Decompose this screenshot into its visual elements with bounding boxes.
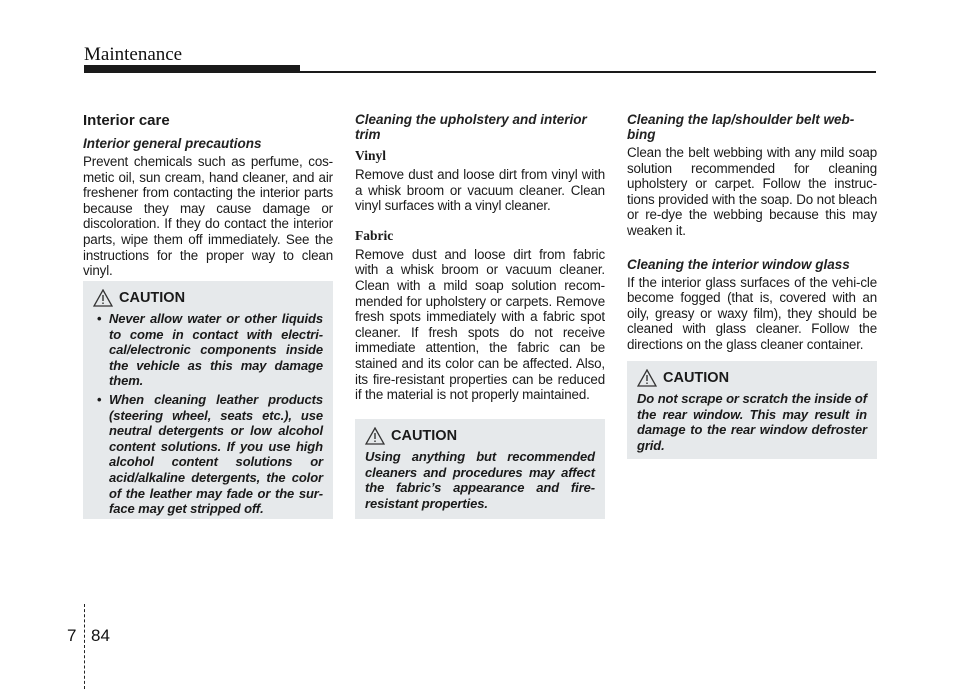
warning-triangle-icon [365,427,385,445]
page-number: 84 [91,626,110,645]
caution-list [93,311,323,517]
subheading-window-glass: Cleaning the interior window glass [627,256,850,272]
caution-box-liquids-leather [83,281,333,519]
warning-triangle-icon [637,369,657,387]
header-rule [300,71,876,73]
column-2 [355,112,605,403]
paragraph-general-precautions: Prevent chemicals such as perfume, cos-metic oil, sun cream, hand cleaner, and air freshener from contacting the interior parts because they may cause damage or discoloration. If they do contact the interior parts, wipe them off immediately. See the instructions for the proper way to clean vinyl. [83,154,333,279]
paragraph-belt-webbing: Clean the belt webbing with any mild soap solution recommended for cleaning upholstery or carpet. Follow the instruc-tions provided with the soap. Do not bleach or re-dye the webbing because this may weaken it. [627,145,877,238]
caution-box-rear-window [627,361,877,459]
chapter-number: 7 [67,626,77,645]
subheading-upholstery: Cleaning the upholstery and interior trim [355,112,587,142]
caution-title: CAUTION [391,428,458,444]
paragraph-window-glass: If the interior glass surfaces of the vehi-cle become fogged (that is, covered with an oily, greasy or waxy film), they should be cleaned with glass cleaner. Follow the directions on the glass cleaner container. [627,274,877,352]
header-bar [84,65,300,73]
warning-triangle-icon [93,289,113,307]
caution-title: CAUTION [119,290,186,306]
paragraph-fabric: Remove dust and loose dirt from fabric with a whisk broom or vacuum cleaner. Clean with a mild soap solution recom-mended for upholstery or carpets. Remove fresh spots immediately with a fabric spot cleaner. If fresh spots do not receive immediate attention, the fabric can be stained and its color can be affected. Also, its fire-resistant properties can be reduced if the material is not properly maintained. [355,246,605,403]
section-heading: Interior care [83,112,170,129]
column-3 [627,112,877,353]
caution-box-cleaners [355,419,605,519]
caution-item-liquids: • Never allow water or other liquids to come in contact with electri-cal/electronic components inside the vehicle as this may damage them. [97,311,323,389]
heading-fabric: Fabric [355,227,394,243]
subheading-belt-webbing: Cleaning the lap/shoulder belt web-bing [627,112,855,142]
column-1 [83,112,333,279]
caution-text-rear-window: Do not scrape or scratch the inside of the rear window. This may result in damage to the rear window defroster grid. [637,391,867,453]
paragraph-vinyl: Remove dust and loose dirt from vinyl with a whisk broom or vacuum cleaner. Clean vinyl surfaces with a vinyl cleaner. [355,167,605,214]
caution-title: CAUTION [663,370,730,386]
caution-item-leather: • When cleaning leather products (steering wheel, seats etc.), use neutral detergents or low alcohol content solutions. If you use high alcohol content solutions or acid/alkaline detergents, the color of the leather may fade or the sur-face may get stripped off. [97,391,323,517]
subheading-general-precautions: Interior general precautions [83,136,262,151]
page-header-title: Maintenance [84,44,183,65]
heading-vinyl: Vinyl [355,148,387,163]
caution-text-cleaners: Using anything but recommended cleaners and procedures may affect the fabric’s appearance and fire-resistant properties. [365,449,595,511]
footer-divider [84,604,85,689]
